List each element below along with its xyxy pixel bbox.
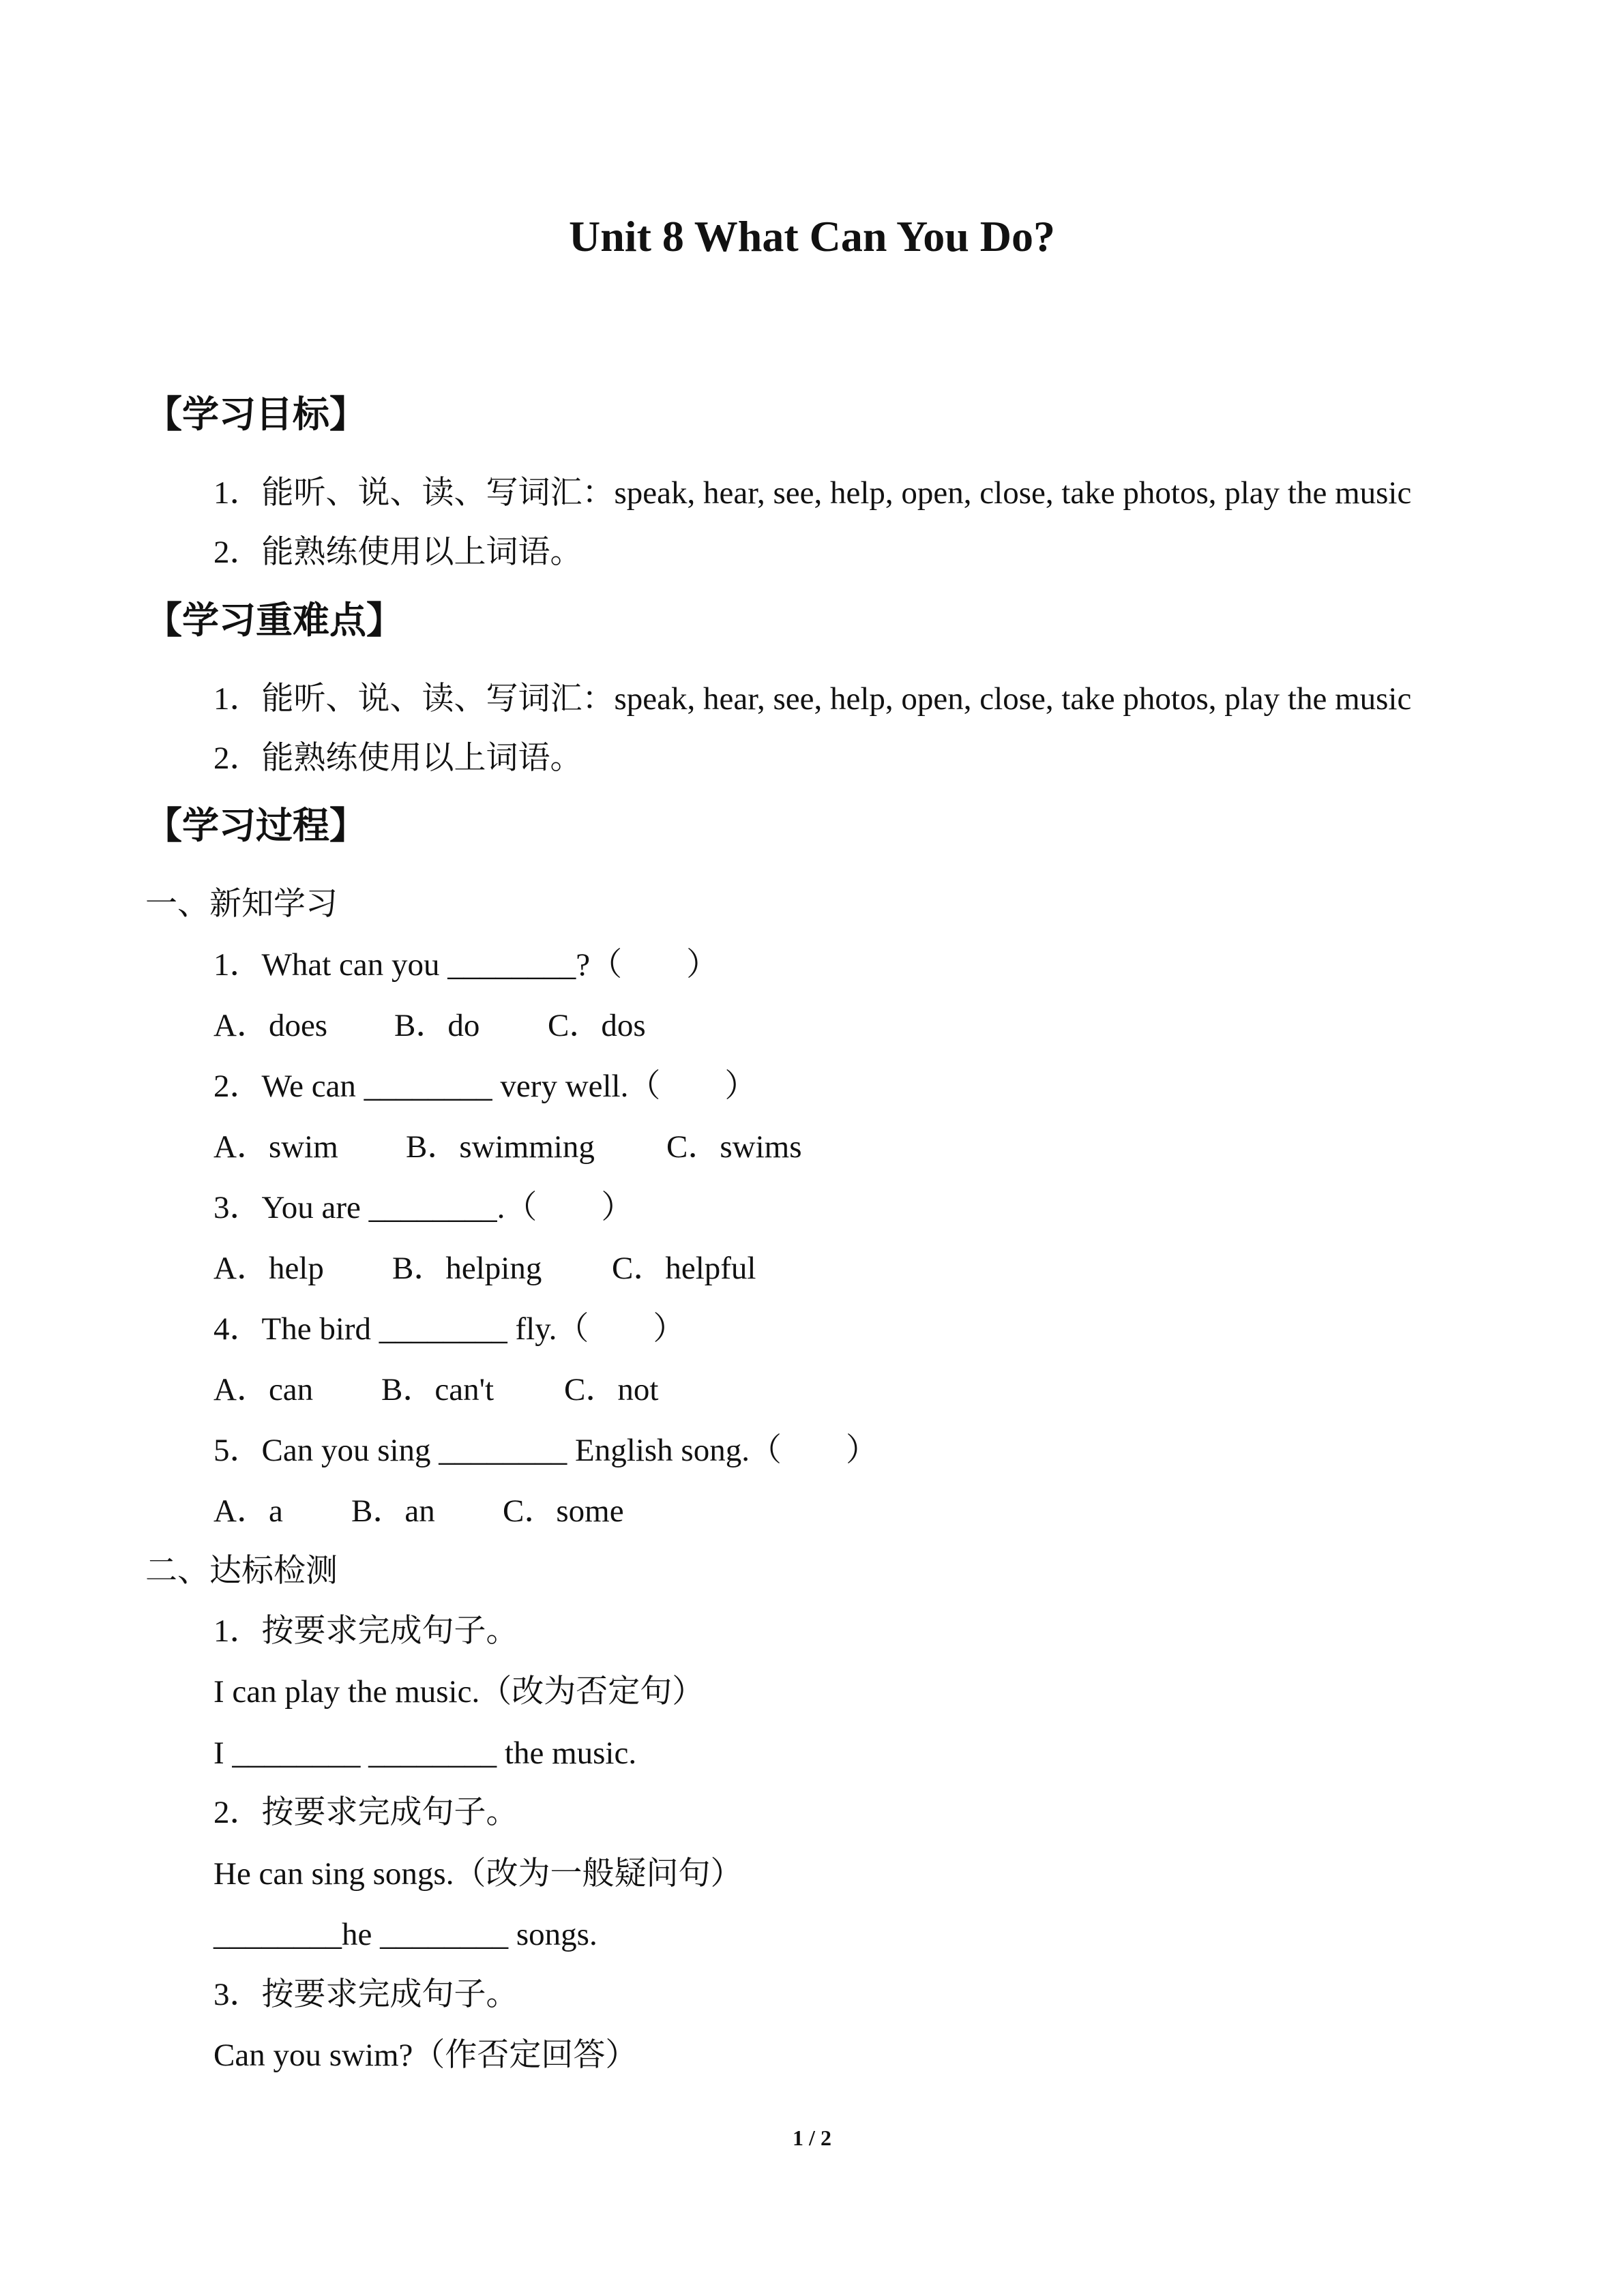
option-a: A．can xyxy=(213,1372,314,1407)
option-a: A．a xyxy=(213,1493,283,1529)
question-4-options xyxy=(213,1371,658,1409)
question-1-options xyxy=(213,1007,646,1045)
task-1-prompt: I can play the music.（改为否定句） xyxy=(213,1674,705,1710)
option-c: C．some xyxy=(503,1493,624,1529)
task-1-answer: I ________ ________ the music. xyxy=(213,1735,637,1771)
objective-item-2: 2．能熟练使用以上词语。 xyxy=(213,535,582,570)
question-4: 4．The bird ________ fly.（ ） xyxy=(213,1311,685,1347)
key-points-heading: 【学习重难点】 xyxy=(145,599,403,642)
option-a: A．help xyxy=(213,1251,324,1286)
page-number: 1 / 2 xyxy=(793,2126,831,2150)
task-3-prompt: Can you swim?（作否定回答） xyxy=(213,2038,638,2073)
question-1: 1．What can you ________?（ ） xyxy=(213,947,719,983)
question-2: 2．We can ________ very well.（ ） xyxy=(213,1069,757,1104)
question-2-options xyxy=(213,1128,802,1166)
question-3-options xyxy=(213,1249,756,1287)
question-5-options xyxy=(213,1492,624,1530)
task-2-instruction: 2．按要求完成句子。 xyxy=(213,1795,518,1830)
assessment-label: 二、达标检测 xyxy=(145,1553,338,1589)
document-title: Unit 8 What Can You Do? xyxy=(568,212,1056,260)
option-c: C．not xyxy=(564,1372,659,1407)
option-b: B．an xyxy=(351,1493,435,1529)
process-heading: 【学习过程】 xyxy=(145,804,366,847)
option-a: A．swim xyxy=(213,1129,338,1165)
option-b: B．helping xyxy=(392,1251,542,1286)
option-b: B．can't xyxy=(381,1372,494,1407)
option-a: A．does xyxy=(213,1008,328,1043)
task-2-prompt: He can sing songs.（改为一般疑问句） xyxy=(213,1856,743,1892)
question-3: 3．You are ________.（ ） xyxy=(213,1190,634,1225)
key-point-item-2: 2．能熟练使用以上词语。 xyxy=(213,741,582,776)
objectives-heading: 【学习目标】 xyxy=(145,393,366,436)
task-2-answer: ________he ________ songs. xyxy=(213,1917,597,1952)
objective-item-1: 1．能听、说、读、写词汇：speak, hear, see, help, open, close, take photos, play the music xyxy=(213,475,1412,511)
task-3-instruction: 3．按要求完成句子。 xyxy=(213,1977,518,2012)
key-point-item-1: 1．能听、说、读、写词汇：speak, hear, see, help, open, close, take photos, play the music xyxy=(213,681,1412,717)
task-1-instruction: 1．按要求完成句子。 xyxy=(213,1613,518,1649)
option-c: C．dos xyxy=(548,1008,646,1043)
question-5: 5．Can you sing ________ English song.（ ） xyxy=(213,1433,878,1468)
new-knowledge-label: 一、新知学习 xyxy=(145,886,338,922)
option-c: C．helpful xyxy=(612,1251,756,1286)
option-b: B．do xyxy=(394,1008,480,1043)
option-c: C．swims xyxy=(666,1129,802,1165)
option-b: B．swimming xyxy=(406,1129,595,1165)
